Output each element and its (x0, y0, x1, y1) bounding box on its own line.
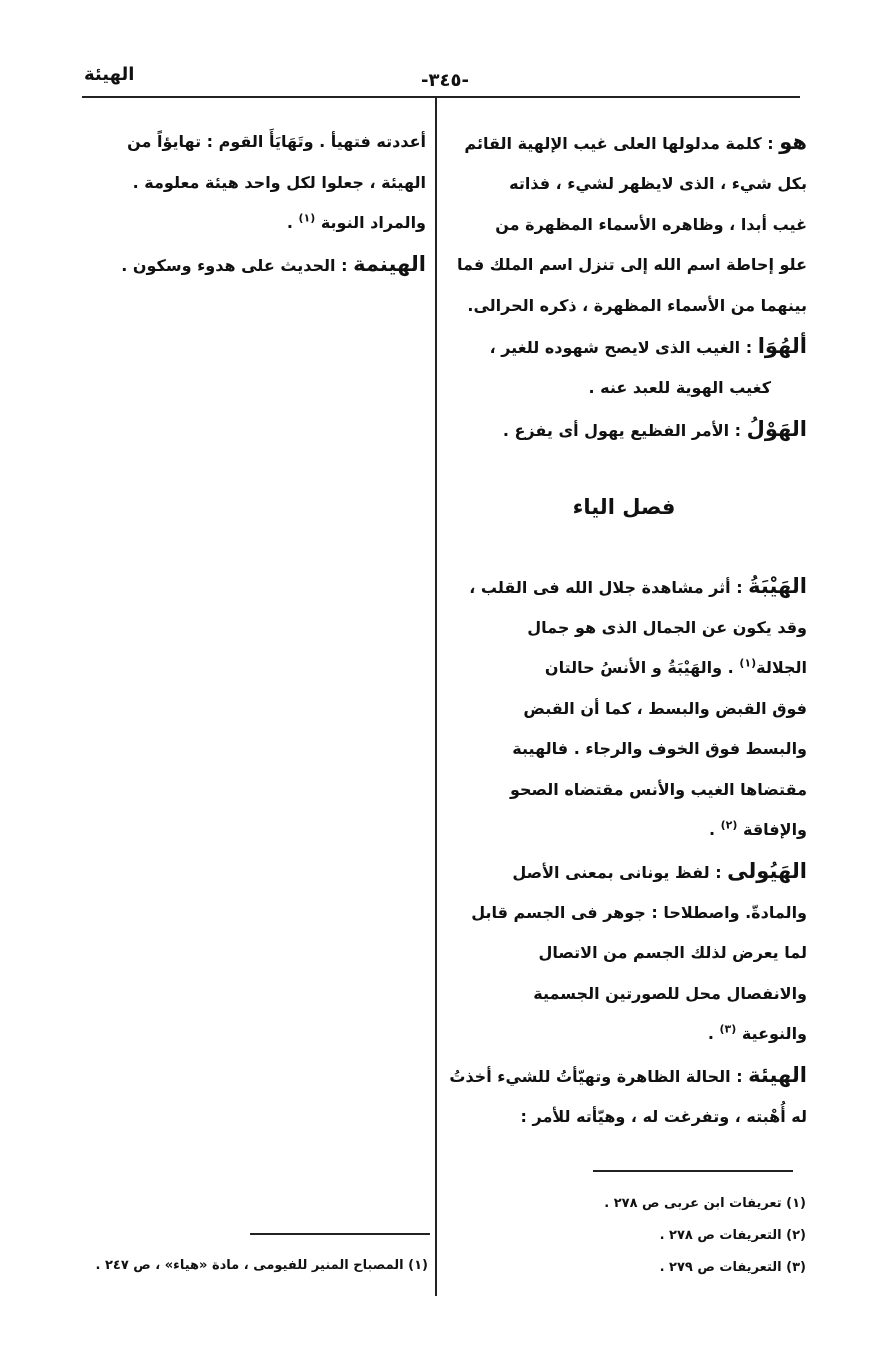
entry-line: مقتضاها الغيب والأنس مقتضاه الصحو (509, 779, 807, 799)
entry-line: : الحالة الظاهرة وتهيّأتُ للشيء أخذتُ (449, 1066, 743, 1086)
left-column (84, 122, 426, 286)
footnote-rule (593, 1170, 793, 1172)
entry-term: الهَيُولى (727, 858, 807, 883)
continuation-hayah (84, 122, 426, 244)
entry-line: الجلالة (756, 658, 807, 678)
entry-line: كغيب الهوية للعبد عنه . (588, 378, 771, 398)
entry-line: والمادةّ. واصطلاحا : جوهر فى الجسم قابل (471, 902, 807, 922)
entry-line: وقد يكون عن الجمال الذى هو جمال (527, 618, 807, 638)
entry-term: الهَيْبَةُ (748, 573, 807, 598)
entry-line: غيب أبدا ، وظاهره الأسماء المظهرة من (495, 214, 807, 234)
footnote: (١) المصباح المنير للفيومى ، مادة «هياء» ، ص ٢٤٧ . (95, 1258, 428, 1273)
running-head: الهيئة (84, 64, 135, 85)
entry-line: . والهَيْبَةُ و الأنسُ حالتان (544, 658, 740, 678)
entry-line: فوق القبض والبسط ، كما أن القبض (523, 698, 807, 718)
entry-line: له أُهْبته ، وتفرغت له ، وهيّأته للأمر : (520, 1106, 807, 1126)
section-heading: فصل الياء (572, 495, 676, 520)
entry-line: : كلمة مدلولها العلى غيب الإلهية القائم (464, 134, 774, 153)
entry-line: الهيئة ، جعلوا لكل واحد هيئة معلومة . (132, 172, 426, 192)
entry-alhuwa (441, 326, 807, 409)
entry-hayah (441, 1055, 807, 1138)
footnote-mark: (٣) (719, 1022, 737, 1036)
entry-line: والإفاقة (742, 820, 807, 840)
footnote: (٢) التعريفات ص ٢٧٨ . (659, 1228, 806, 1243)
entry-line: لما يعرض لذلك الجسم من الاتصال (538, 943, 807, 963)
header-rule (82, 96, 800, 98)
entry-hayula (441, 851, 807, 1055)
page-number: -٣٤٥- (421, 70, 469, 91)
entry-line: أعددته فتهيأ . وتَهَايَأَ القوم : تهايؤاً من (127, 132, 426, 151)
entry-line: . (707, 1024, 720, 1044)
entry-alhawl (441, 409, 807, 451)
entry-haybah (441, 566, 807, 851)
entry-term: ألهُوَا (757, 334, 807, 359)
footnote-mark: (١) (739, 657, 757, 671)
entry-line: والبسط فوق الخوف والرجاء . فالهيبة (512, 739, 807, 759)
footnote-mark: (٢) (720, 818, 738, 832)
footnote-mark: (١) (298, 211, 316, 225)
footnote: (٣) التعريفات ص ٢٧٩ . (659, 1260, 806, 1275)
entry-term: هو (779, 130, 807, 154)
entry-line: والانفصال محل للصورتين الجسمية (533, 983, 807, 1003)
entry-line: والنوعية (741, 1024, 807, 1044)
column-divider (435, 98, 437, 1296)
footnotes-left (84, 1251, 428, 1281)
entry-huwa (441, 122, 807, 326)
entry-line: : الأمر الفظيع يهول أى يفزع . (502, 420, 742, 440)
entry-line: : لفظ يونانى بمعنى الأصل (512, 862, 722, 882)
entry-line: . (286, 213, 299, 233)
entry-line: والمراد النوبة (320, 213, 426, 233)
footnote: (١) تعريفات ابن عربى ص ٢٧٨ . (604, 1196, 806, 1211)
entry-line: علو إحاطة اسم الله إلى تنزل اسم الملك فما (456, 255, 807, 275)
footnotes-right (450, 1188, 806, 1284)
entry-term: الهيئة (748, 1062, 807, 1087)
footnote-rule (250, 1233, 430, 1235)
entry-line: . (708, 820, 721, 840)
entry-line: : الحديث على هدوء وسكون . (121, 255, 348, 275)
entry-haynamah (84, 244, 426, 287)
entry-term: الهَوْلُ (746, 416, 807, 441)
entry-line: بينهما من الأسماء المظهرة ، ذكره الحرالى. (467, 295, 807, 315)
entry-term: الهينمة (353, 251, 426, 276)
entry-line: بكل شيء ، الذى لايظهر لشيء ، فذاته (509, 174, 807, 194)
entry-line: : الغيب الذى لايصح شهوده للغير ، (489, 338, 753, 358)
entry-line: : أثر مشاهدة جلال الله فى القلب ، (469, 577, 743, 597)
right-column (441, 122, 807, 1137)
